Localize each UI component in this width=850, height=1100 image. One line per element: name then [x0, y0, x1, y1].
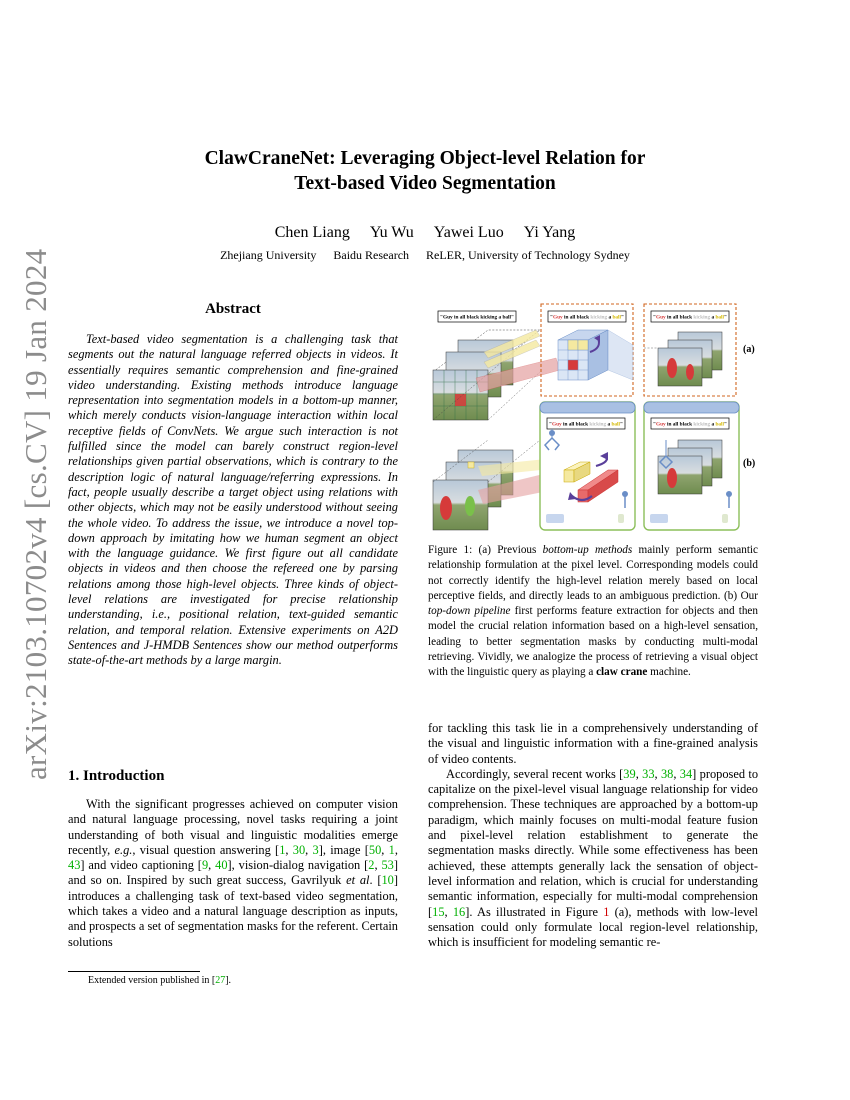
- title-line-1: ClawCraneNet: Leveraging Object-level Relation for: [204, 148, 646, 169]
- introduction-heading: 1. Introduction: [68, 768, 165, 784]
- claw-crane-machine-result: [644, 402, 739, 530]
- panel-label-b: (b): [743, 458, 756, 469]
- query-text-highlighted: "Guy in all black kicking a ball": [653, 314, 727, 321]
- citation-link[interactable]: 40: [215, 858, 228, 873]
- right-column-body: [428, 721, 758, 950]
- abstract-text: Text-based video segmentation is a challenging task that segments out the natural language referred objects in videos. It essentially requires semantic comprehension and fine-grained video understanding. Existing methods introduce language representation into segmentation models in a bottom-up manner, which merely conducts vision-language interaction within local receptive fields of ConvNets. We argue such interaction is not fulfilled since the model can barely construct region-level relationships given partial observations, which is contrary to the description logic of natural language/referring expressions. In fact, people usually describe a target object using relations with other objects, which may not be easily understood without seeing the whole video. To address the issue, we introduce a novel top-down approach by imitating how we human segment an object with the language guidance. We first figure out all candidate objects in videos and then choose the refereed one by parsing relations among those high-level objects. Three kinds of object-level relations are investigated for precise relationship understanding, i.e., positional relation, text-guided semantic relation, and temporal relation. Extensive experiments on A2D Sentences and J-HMDB Sentences show our method outperforms state-of-the-art methods by a large margin.: [68, 332, 398, 668]
- citation-link[interactable]: 1: [388, 842, 395, 857]
- author-list: [90, 224, 760, 242]
- footnote-rule: [68, 971, 200, 972]
- citation-link[interactable]: 53: [381, 858, 394, 873]
- citation-link[interactable]: 30: [292, 842, 306, 857]
- footnote: Extended version published in [27].: [88, 975, 232, 986]
- query-text-highlighted: "Guy in all black kicking a ball": [550, 314, 624, 321]
- figure-1-diagram: [428, 300, 758, 536]
- ambiguous-prediction-frames: [644, 332, 722, 386]
- author-name: Yu Wu: [369, 224, 414, 241]
- affiliation: Baidu Research: [333, 248, 410, 262]
- feature-grid-cube: [558, 330, 608, 380]
- affiliation: ReLER, University of Technology Sydney: [426, 248, 630, 262]
- claw-crane-machine: [540, 402, 635, 530]
- top-down-row: [433, 402, 755, 530]
- arxiv-side-label: arXiv:2103.10702v4 [cs.CV] 19 Jan 2024: [18, 248, 53, 780]
- query-text-highlighted: "Guy in all black kicking a ball": [653, 421, 727, 428]
- citation-link[interactable]: 43: [68, 858, 81, 873]
- citation-link[interactable]: 15: [432, 904, 445, 919]
- citation-link[interactable]: 27: [215, 975, 226, 986]
- introduction-paragraph: With the significant progresses achieved on computer vision and natural language processing, novel tasks requiring a joint understanding of both visual and linguistic modalities emerge recently, e.g., visual question answering [1, 30, 3], image [50, 1, 43] and video captioning [9, 40], vision-dialog navigation [2, 53] and so on. Inspired by such great success, Gavrilyuk et al. [10] introduces a challenging task of text-based video segmentation, which takes a video and a natural language description as inputs, and prospects a set of segmentation masks for the referent. Certain solutions: [68, 797, 398, 949]
- citation-link[interactable]: 1: [279, 842, 286, 857]
- citation-link[interactable]: 16: [452, 904, 466, 919]
- figure-1-caption: Figure 1: (a) Previous bottom-up methods mainly perform semantic relationship formulation at the pixel level. Corresponding models could not correctly identify the high-level relation merely based on local perceptive fields, and directly leads to an ambiguous prediction. (b) Our top-down pipeline first performs feature extraction for objects and then model the crucial relation information based on a high-level sensation, leading to better segmentation masks by conducting multi-modal retrieving. Vividly, we analogize the process of retrieving a visual object with the linguistic query as playing a claw crane machine.: [428, 544, 759, 679]
- author-name: Yi Yang: [523, 224, 576, 241]
- citation-link[interactable]: 2: [368, 858, 375, 873]
- query-text-highlighted: "Guy in all black kicking a ball": [549, 421, 623, 428]
- citation-link[interactable]: 33: [642, 766, 655, 781]
- paragraph: Accordingly, several recent works [39, 33, 38, 34] proposed to capitalize on the pixel-level visual language relationship for video comprehension. These techniques are approached by a bottom-up paradigm, which mainly focuses on multi-modal feature fusion and pixel-level relation establishment to generate the segmentation masks directly. While some effectiveness has been achieved, these attempts generally lack the sensation of object-level information and relation, which is crucial for understanding semantic information, especially for multi-modal comprehension [15, 16]. As illustrated in Figure 1 (a), methods with low-level sensation could only formulate local region-level relationship, which is insufficient for modeling semantic re-: [428, 766, 759, 950]
- citation-link[interactable]: 10: [381, 873, 394, 888]
- citation-link[interactable]: 50: [368, 842, 382, 857]
- affiliation-list: [90, 248, 760, 263]
- citation-link[interactable]: 34: [679, 766, 693, 781]
- citation-link[interactable]: 3: [312, 842, 319, 857]
- paper-title: [90, 146, 760, 196]
- paragraph: for tackling this task lie in a comprehensively understanding of the visual and linguistic information with a fine-grained analysis of video contents.: [428, 721, 758, 766]
- author-name: Chen Liang: [274, 224, 350, 241]
- figure-reference-link[interactable]: 1: [603, 904, 610, 919]
- abstract-heading: Abstract: [205, 301, 261, 317]
- affiliation: Zhejiang University: [220, 248, 317, 262]
- query-text: "Guy in all black kicking a ball": [440, 314, 514, 321]
- figure-1: [428, 300, 758, 536]
- citation-link[interactable]: 9: [201, 858, 209, 873]
- title-line-2: Text-based Video Segmentation: [294, 173, 556, 194]
- citation-link[interactable]: 38: [660, 766, 674, 781]
- author-name: Yawei Luo: [433, 224, 504, 241]
- citation-link[interactable]: 39: [623, 766, 636, 781]
- panel-label-a: (a): [743, 344, 755, 355]
